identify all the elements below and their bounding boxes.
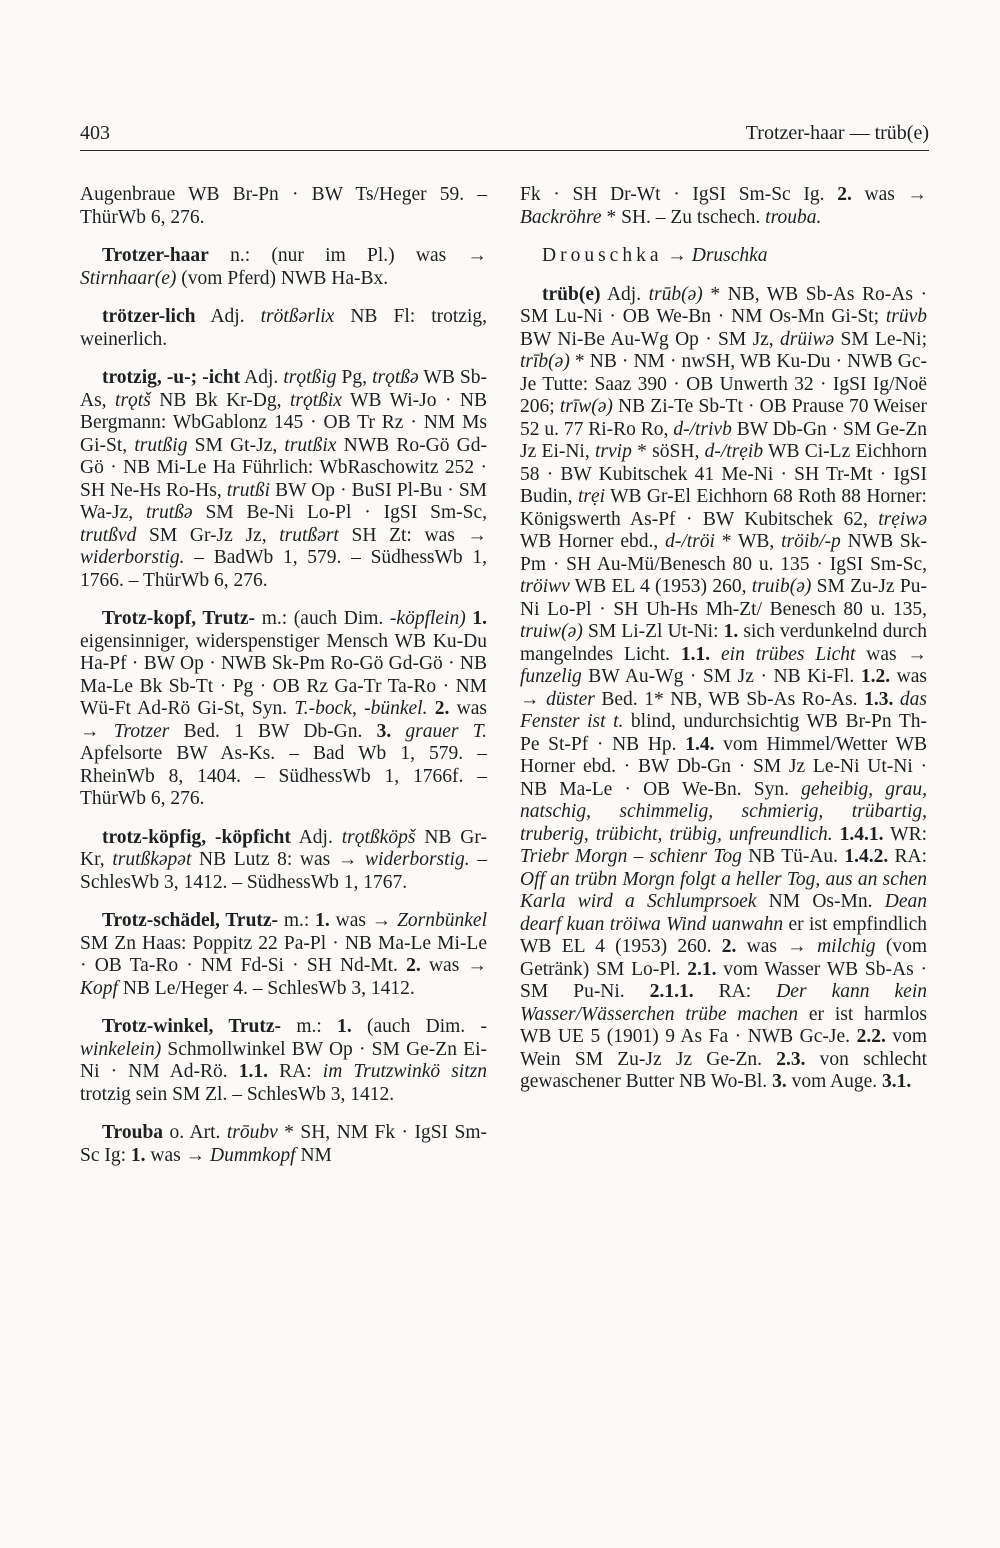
entry-trotz-schaedel: Trotz-schädel, Trutz- m.: 1. was → Zornbünkel SM Zn Haas: Poppitz 22 Pa-Pl · NB Ma-Le Mi-Le · OB Ta-Ro · NM Fd-Si · SH Nd-Mt. 2. was → Kopf NB Le/Heger 4. – SchlesWb 3, 1412. <box>80 910 487 999</box>
lemma: Trotz-schädel, Trutz- <box>102 910 279 931</box>
entry-drouschka: Drouschka → Druschka <box>542 245 768 266</box>
lemma: Trouba <box>102 1122 164 1143</box>
entry-troetzer-lich: trötzer-lich Adj. trötßərlix NB Fl: trotzig, weinerlich. <box>80 306 487 350</box>
cross-reference-lemma: Drouschka <box>542 245 663 266</box>
right-column <box>520 184 927 1110</box>
lemma: trüb(e) <box>542 283 601 305</box>
entry-trotzig: trotzig, -u-; -icht Adj. trǫtßig Pg, trǫtßə WB Sb-As, trǫtš NB Bk Kr-Dg, trǫtßix WB Wi-Jo · NB Bergmann: WbGablonz 145 · OB Tr Rz · NM Ms Gi-St, trutßig SM Gt-Jz, trutßix NWB Ro-Gö Gd-Gö · NB Mi-Le Ha Führlich: WbRaschowitz 252 · SH Ne-Hs Ro-Hs, trutßi BW Op · BuSI Pl-Bu · SM Wa-Jz, trutßə SM Be-Ni Lo-Pl · IgSI Sm-Sc, trutßvd SM Gr-Jz Jz, trutßərt SH Zt: was → widerborstig. – BadWb 1, 579. – SüdhessWb 1, 1766. – ThürWb 6, 276. <box>80 367 488 591</box>
entry-continuation: Augenbraue WB Br-Pn · BW Ts/Heger 59. – ThürWb 6, 276. <box>80 184 487 228</box>
entry-continuation: Fk · SH Dr-Wt · IgSI Sm-Sc Ig. 2. was → Backröhre * SH. – Zu tschech. trouba. <box>520 184 928 228</box>
left-column <box>80 184 487 1183</box>
lemma: Trotz-winkel, Trutz- <box>102 1016 282 1037</box>
entry-trotzer-haar: Trotzer-haar n.: (nur im Pl.) was → Stirnhaar(e) (vom Pferd) NWB Ha-Bx. <box>80 245 487 289</box>
running-title: Trotzer-haar — trüb(e) <box>745 122 929 144</box>
entry-trotz-koepfig: trotz-köpfig, -köpficht Adj. trǫtßköpš NB Gr-Kr, trutßkəpət NB Lutz 8: was → widerborstig. – SchlesWb 3, 1412. – SüdhessWb 1, 1767. <box>80 826 487 893</box>
lemma: trotzig, -u-; -icht <box>102 367 241 388</box>
lemma: trötzer-lich <box>102 306 196 327</box>
lemma: Trotzer-haar <box>102 245 209 266</box>
header-rule <box>80 150 929 151</box>
entry-trueb: trüb(e) Adj. trūb(ə) * NB, WB Sb-As Ro-As · SM Lu-Ni · OB We-Bn · NM Os-Mn Gi-St; trüvb BW Ni-Be Au-Wg Op · SM Jz, drüiwə SM Le-Ni; trīb(ə) * NB · NM · nwSH, WB Ku-Du · NWB Gc-Je Tutte: Saaz 390 · OB Unwerth 32 · IgSI Ig/Noë 206; trīw(ə) NB Zi-Te Sb-Tt · OB Prause 70 Weiser 52 u. 77 Ri-Ro Ro, d-/trivb BW Db-Gn · SM Ge-Zn Jz Ei-Ni, trvip * söSH, d-/trẹib WB Ci-Lz Eichhorn 58 · BW Kubitschek 41 Me-Ni · SH Tr-Mt · IgSI Budin, trẹi WB Gr-El Eichhorn 68 Roth 88 Horner: Königswerth As-Pf · BW Kubitschek 62, trẹiwə WB Horner ebd., d-/tröi * WB, tröib/-p NWB Sk-Pm · SH Au-Mü/Benesch 80 u. 135 · IgSI Sm-Sc, tröiwv WB EL 4 (1953) 260, truib(ə) SM Zu-Jz Pu-Ni Lo-Pl · SH Uh-Hs Mh-Zt/ Benesch 80 u. 135, truiw(ə) SM Li-Zl Ut-Ni: 1. sich verdunkelnd durch mangelndes Licht. 1.1. ein trübes Licht was → funzelig BW Au-Wg · SM Jz · NB Ki-Fl. 1.2. was → düster Bed. 1* NB, WB Sb-As Ro-As. 1.3. das Fenster ist t. blind, undurchsichtig WB Br-Pn Th-Pe St-Pf · NB Hp. 1.4. vom Himmel/Wetter WB Horner ebd. · BW Db-Gn · SM Jz Le-Ni Ut-Ni · NB Ma-Le · OB We-Bn. Syn. geheibig, grau, natschig, schimmelig, schmierig, trübartig, truberig, trübicht, trübig, unfreundlich. 1.4.1. WR: Triebr Morgn – schienr Tog NB Tü-Au. 1.4.2. RA: Off an trübn Morgn folgt a heller Tog, aus an schen Karla wird a Schlumprsoek NM Os-Mn. Dean dearf kuan tröiwa Wind uanwahn er ist empfindlich WB EL 4 (1953) 260. 2. was → milchig (vom Getränk) SM Lo-Pl. 2.1. vom Wasser WB Sb-As · SM Pu-Ni. 2.1.1. RA: Der kann kein Wasser/Wässerchen trübe machen er ist harmlos WB UE 5 (1901) 9 As Fa · NWB Gc-Je. 2.2. vom Wein SM Zu-Jz Jz Ge-Zn. 2.3. von schlecht gewaschener Butter NB Wo-Bl. 3. vom Auge. 3.1. <box>520 283 928 1092</box>
lemma: trotz-köpfig, -köpficht <box>102 826 291 848</box>
entry-trotz-winkel: Trotz-winkel, Trutz- m.: 1. (auch Dim. -winkelein) Schmollwinkel BW Op · SM Ge-Zn Ei-Ni · NM Ad-Rö. 1.1. RA: im Trutzwinkö sitzn trotzig sein SM Zl. – SchlesWb 3, 1412. <box>80 1016 487 1105</box>
entry-trotz-kopf: Trotz-kopf, Trutz- m.: (auch Dim. -köpflein) 1. eigensinniger, widerspenstiger Mensch WB Ku-Du Ha-Pf · BW Op · NWB Sk-Pm Ro-Gö Gd-Gö · NB Ma-Le Bk Sb-Tt · Pg · OB Rz Ga-Tr Ta-Ro · NM Wü-Ft Ad-Rö Gi-St, Syn. T.-bock, -bünkel. 2. was → Trotzer Bed. 1 BW Db-Gn. 3. grauer T. Apfelsorte BW As-Ks. – Bad Wb 1, 579. – RheinWb 8, 1404. – SüdhessWb 1, 1766f. – ThürWb 6, 276. <box>80 608 487 809</box>
page-number: 403 <box>80 122 110 144</box>
lemma: Trotz-kopf, Trutz- <box>102 608 256 629</box>
entry-trouba: Trouba o. Art. trōubv * SH, NM Fk · IgSI Sm-Sc Ig: 1. was → Dummkopf NM <box>80 1122 487 1166</box>
